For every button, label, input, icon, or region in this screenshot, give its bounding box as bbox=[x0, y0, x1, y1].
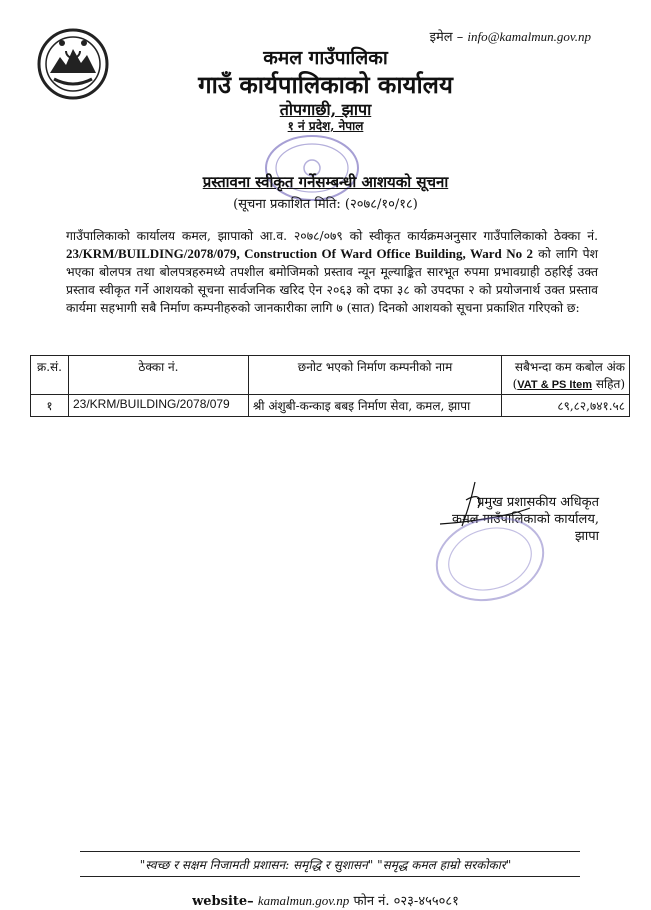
office-stamp-icon bbox=[262, 133, 362, 203]
table-header-row bbox=[31, 356, 630, 395]
email-line bbox=[430, 27, 591, 45]
header-sn: क्र.सं. bbox=[31, 356, 69, 395]
cell-amount: ८९,८२,७४१.५८ bbox=[502, 395, 630, 417]
signatory-office: कमल गाउँपालिकाको कार्यालय, bbox=[451, 512, 599, 527]
para-text-2: को लागि पेश भएका बोलपत्र तथा बोलपत्रहरुमध्ये तपशील बमोजिमको प्रस्ताव न्यून मूल्याङ्कित सारभूत रुपमा प्रभावग्राही ठहरिई उक्त प्रस्ताव स्वीकृत गर्ने आशयको सूचना सार्वजनिक खरिद ऐन २०६३ को दफा ३८ को उपदफा २ को प्रयोजनार्थ उक्त प्रस्ताव कार्यमा सहभागी सबै निर्माण कम्पनीहरुको जानकारीका लागि ७ (सात) दिनको आशयको सूचना प्रकाशित गरिएको छ: bbox=[66, 247, 598, 315]
official-seal-icon bbox=[430, 514, 550, 604]
footer-divider-bottom bbox=[80, 876, 580, 877]
province-name: १ नं प्रदेश, नेपाल bbox=[287, 119, 364, 133]
notice-published-date: (सूचना प्रकाशित मिति: (२०७८/१०/१८) bbox=[233, 197, 418, 212]
email-link[interactable]: info@kamalmun.gov.np bbox=[467, 29, 591, 44]
cell-contract: 23/KRM/BUILDING/2078/079 bbox=[68, 395, 248, 417]
table-row bbox=[31, 395, 630, 417]
footer-divider-top bbox=[80, 851, 580, 852]
bid-table bbox=[30, 355, 630, 417]
cell-sn: १ bbox=[31, 395, 69, 417]
notice-paragraph bbox=[66, 227, 598, 317]
header-amount: सबैभन्दा कम कबोल अंक (VAT & PS Item सहित) bbox=[502, 356, 630, 395]
header-contract: ठेक्का नं. bbox=[68, 356, 248, 395]
signatory-district: झापा bbox=[575, 529, 599, 544]
municipality-name: कमल गाउँपालिका bbox=[263, 47, 388, 69]
phone-number: फोन नं. ०२३-४५५०८१ bbox=[353, 894, 459, 909]
website-link[interactable]: kamalmun.gov.np bbox=[257, 893, 350, 908]
email-label: इमेल – bbox=[429, 30, 464, 45]
contract-reference: 23/KRM/BUILDING/2078/079, Construction Of Ward Office Building, Ward No 2 bbox=[66, 246, 534, 261]
notice-title: प्रस्तावना स्वीकृत गर्नेसम्बन्धी आशयको सूचना bbox=[202, 173, 449, 191]
para-text-1: गाउँपालिकाको कार्यालय कमल, झापाको आ.व. २०७८/०७९ को स्वीकृत कार्यक्रमअनुसार गाउँपालिकाको ठेक्का नं. bbox=[66, 229, 598, 243]
website-label: website– bbox=[192, 894, 254, 909]
header-company: छनोट भएको निर्माण कम्पनीको नाम bbox=[248, 356, 501, 395]
office-location: तोपगाछी, झापा bbox=[279, 100, 372, 119]
header-amount-line1: सबैभन्दा कम कबोल अंक bbox=[514, 360, 625, 374]
header-amount-vat: VAT & PS Item bbox=[517, 379, 593, 391]
header-amount-suffix: सहित bbox=[595, 377, 621, 391]
footer-slogan: "स्वच्छ र सक्षम निजामती प्रशासन: समृद्धि र सुशासन" "समृद्ध कमल हाम्रो सरकोकार" bbox=[139, 858, 512, 872]
signatory-title: प्रमुख प्रशासकीय अधिकृत bbox=[476, 495, 599, 510]
office-name: गाउँ कार्यपालिकाको कार्यालय bbox=[198, 70, 453, 99]
footer-contact bbox=[0, 891, 651, 909]
cell-company: श्री अंशुबी-कन्काइ बबइ निर्माण सेवा, कमल, झापा bbox=[248, 395, 501, 417]
